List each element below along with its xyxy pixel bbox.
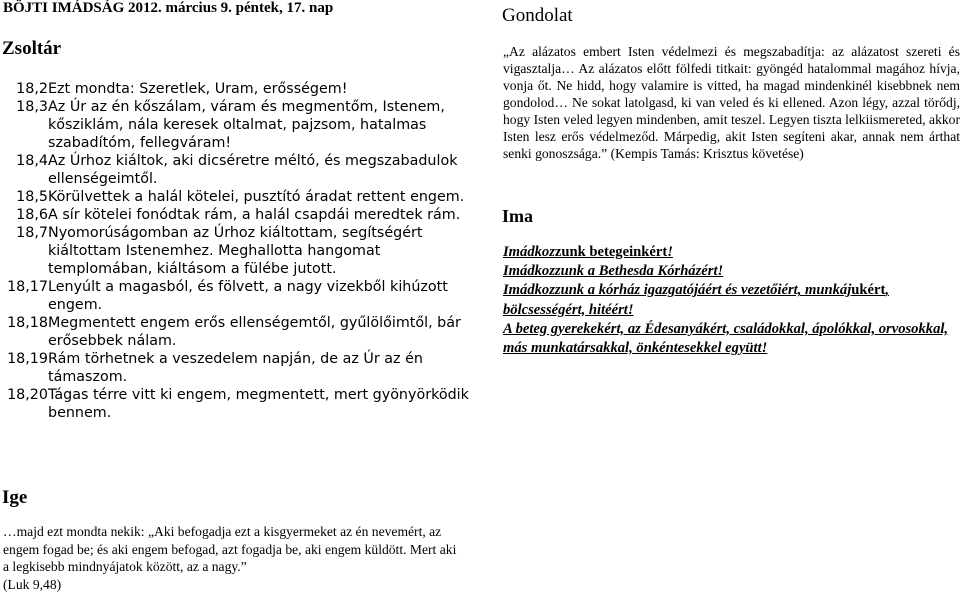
gondolat-heading: Gondolat xyxy=(502,5,573,26)
gondolat-quote xyxy=(503,43,960,162)
verse xyxy=(0,188,470,206)
gondolat-text: „Az alázatos embert Isten védelmezi és megszabadítja: az alázatost szereti és vigasztalja… Az alázatos előtt fölfedi titkait: gyöngéd hatalommal magához hívja, vonja őt. Ne hidd, hogy valamire is vitted, ha magad mindenkinél kisebbnek nem gondolod… Ne sokat latolgasd, ki van veled és ki ellened. Azon légy, azzal törődj, hogy Isten veled legyen mindenben, amit teszel. Legyen tiszta lelkiismereted, akkor Isten lesz erős védelmeződ. Márpedig, akit Isten segíteni akar, annak nem árthat senki gonoszsága.” xyxy=(503,44,960,161)
verse-text: Megmentett engem erős ellenségemtől, gyűlölőimtől, bár erősebbek nálam. xyxy=(48,315,461,349)
ige-text: …majd ezt mondta nekik: „Aki befogadja ezt a kisgyermeket az én nevemért, az engem fogad be; és aki engem befogad, azt fogadja be, aki engem küldött. Mert aki a legkisebb mindnyájatok között, az a nagy.” xyxy=(3,524,457,575)
prayer-part: ukért xyxy=(851,282,886,299)
psalm-verses xyxy=(0,80,470,422)
prayer-part: Imádkozzunk a kórház igazgatójáért és vezetőiért, munkáj xyxy=(503,282,852,299)
document-title: BÖJTI IMÁDSÁG 2012. március 9. péntek, 17. nap xyxy=(3,0,334,16)
verse xyxy=(0,80,470,98)
verse xyxy=(0,206,470,224)
verse-text: Körülvettek a halál kötelei, pusztító áradat rettent engem. xyxy=(48,189,465,205)
prayer-part: ! xyxy=(667,244,673,260)
verse xyxy=(0,278,470,314)
verse xyxy=(0,224,470,278)
verse xyxy=(0,152,470,188)
verse-text: A sír kötelei fonódtak rám, a halál csapdái meredtek rám. xyxy=(48,207,461,223)
verse-number: 18,17 xyxy=(7,279,48,295)
prayer-line xyxy=(503,243,960,262)
verse-text: Lenyúlt a magasból, és fölvett, a nagy vizekből kihúzott engem. xyxy=(48,279,448,313)
verse-number: 18,4 xyxy=(16,153,48,169)
prayer-part: zunk betegeinkért xyxy=(554,244,668,260)
prayer-part: Imádkoz xyxy=(503,244,555,260)
verse xyxy=(0,350,470,386)
verse xyxy=(0,386,470,422)
ige-reference: (Luk 9,48) xyxy=(3,576,62,592)
ige-heading: Ige xyxy=(2,487,28,508)
verse xyxy=(0,314,470,350)
ige-passage xyxy=(3,523,458,593)
prayer-line: A beteg gyerekekért, az Édesanyákért, családokkal, ápolókkal, orvosokkal, más munkatársakkal, önkéntesekkel együtt! xyxy=(503,320,949,357)
verse-number: 18,7 xyxy=(16,225,48,241)
verse-number: 18,5 xyxy=(16,189,48,205)
zsoltar-heading: Zsoltár xyxy=(2,38,62,59)
verse-number: 18,20 xyxy=(7,387,48,403)
verse-text: Tágas térre vitt ki engem, megmentett, mert gyönyörködik bennem. xyxy=(48,387,469,421)
verse xyxy=(0,98,470,152)
verse-number: 18,3 xyxy=(16,99,48,115)
prayer-line xyxy=(503,281,960,319)
verse-text: Az Úr az én kőszálam, váram és megmentőm, Istenem, kősziklám, nála keresek oltalmat, pajzsom, hatalmas szabadítóm, fellegváram! xyxy=(48,99,445,151)
prayer-part: , bölcsességért, hitéért! xyxy=(503,282,889,318)
verse-number: 18,18 xyxy=(7,315,48,331)
verse-text: Rám törhetnek a veszedelem napján, de az Úr az én támaszom. xyxy=(48,351,423,385)
ima-prayers xyxy=(503,243,960,358)
verse-number: 18,19 xyxy=(7,351,48,367)
verse-text: Nyomorúságomban az Úrhoz kiáltottam, segítségért kiáltottam Istenemhez. Meghallotta hangomat templomában, kiáltásom a fülébe jutott. xyxy=(48,225,423,277)
gondolat-source: (Kempis Tamás: Krisztus követése) xyxy=(610,146,804,161)
verse-text: Ezt mondta: Szeretlek, Uram, erősségem! xyxy=(48,81,348,97)
verse-number: 18,6 xyxy=(16,207,48,223)
ima-heading: Ima xyxy=(502,206,533,226)
verse-number: 18,2 xyxy=(16,81,48,97)
prayer-line: Imádkozzunk a Bethesda Kórházért! xyxy=(503,263,724,280)
verse-text: Az Úrhoz kiáltok, aki dicséretre méltó, és megszabadulok ellenségeimtől. xyxy=(48,153,458,187)
